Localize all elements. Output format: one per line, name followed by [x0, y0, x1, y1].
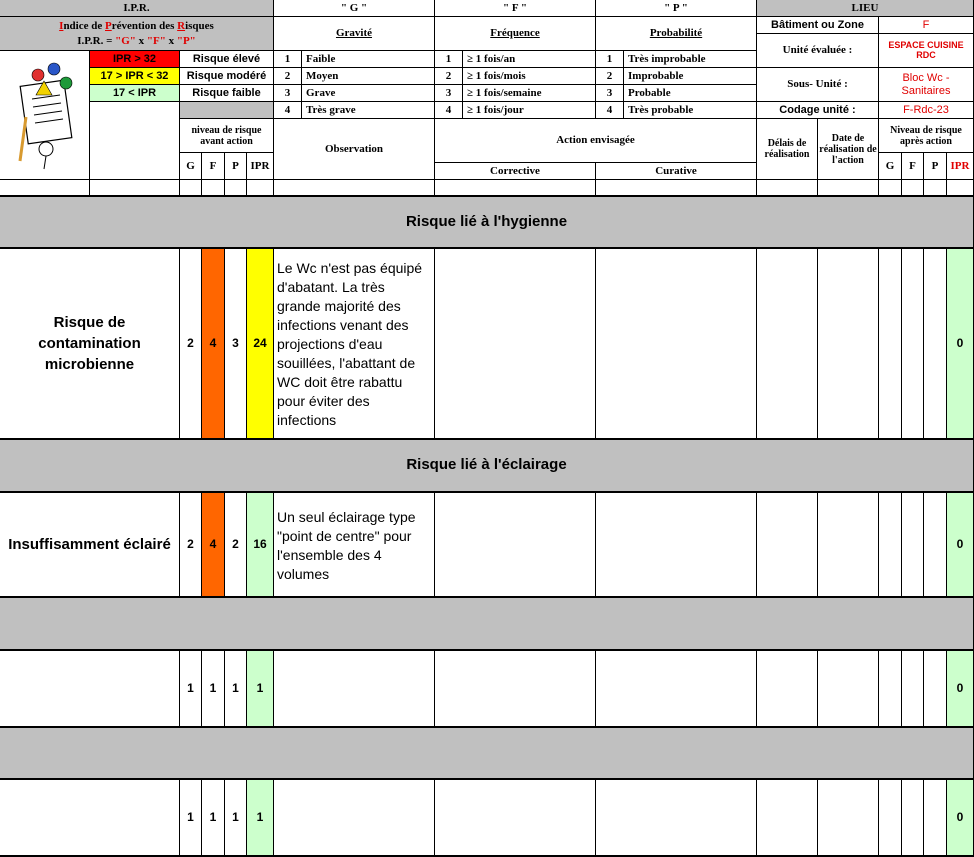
g-scale-num[interactable]: 3 [274, 85, 302, 102]
date-cell[interactable] [818, 780, 879, 857]
spacer-cell[interactable] [596, 180, 757, 197]
legend-label-high[interactable]: Risque élevé [180, 51, 274, 68]
f-scale-text[interactable]: ≥ 1 fois/jour [463, 102, 596, 119]
observation-header[interactable]: Observation [274, 119, 435, 180]
niveau-apres-header[interactable]: Niveau de risque après action [879, 119, 974, 153]
section-title-blank[interactable] [0, 598, 974, 651]
gravite-label[interactable]: Gravité [274, 17, 435, 51]
section-title-blank[interactable] [0, 728, 974, 780]
legend-label-low[interactable]: Risque faible [180, 85, 274, 102]
g-scale-text[interactable]: Grave [302, 85, 435, 102]
spacer-cell[interactable] [924, 180, 947, 197]
frequence-label[interactable]: Fréquence [435, 17, 596, 51]
legend-range-high[interactable]: IPR > 32 [90, 51, 180, 68]
observation-text[interactable] [274, 651, 435, 728]
observation-text[interactable]: Un seul éclairage type "point de centre" pour l'ensemble des 4 volumes [274, 493, 435, 598]
risk-name[interactable] [0, 651, 180, 728]
legend-label-medium[interactable]: Risque modéré [180, 68, 274, 85]
col-f-after[interactable]: F [902, 153, 924, 180]
sous-unite-label[interactable]: Sous- Unité : [757, 68, 879, 102]
probabilite-label[interactable]: Probabilité [596, 17, 757, 51]
g-scale-text[interactable]: Moyen [302, 68, 435, 85]
g-scale-num[interactable]: 1 [274, 51, 302, 68]
risk-g-before[interactable]: 2 [180, 249, 202, 440]
risk-ipr-after[interactable]: 0 [947, 780, 974, 857]
col-f-before[interactable]: F [202, 153, 225, 180]
f-after-cell[interactable] [902, 493, 924, 598]
f-scale-num[interactable]: 2 [435, 68, 463, 85]
p-scale-text[interactable]: Très improbable [624, 51, 757, 68]
p-scale-num[interactable]: 3 [596, 85, 624, 102]
sous-unite-value[interactable]: Bloc Wc - Sanitaires [879, 68, 974, 102]
risk-ipr-after[interactable]: 0 [947, 651, 974, 728]
risk-name[interactable] [0, 780, 180, 857]
curative-action-cell[interactable] [596, 493, 757, 598]
f-after-cell[interactable] [902, 780, 924, 857]
risk-g-before[interactable]: 1 [180, 780, 202, 857]
lieu-title[interactable]: LIEU [757, 0, 974, 17]
p-scale-text[interactable]: Improbable [624, 68, 757, 85]
f-scale-num[interactable]: 4 [435, 102, 463, 119]
legend-blank-cell[interactable] [180, 102, 274, 119]
spacer-cell[interactable] [435, 180, 596, 197]
spacer-cell[interactable] [247, 180, 274, 197]
spacer-cell[interactable] [757, 180, 818, 197]
p-after-cell[interactable] [924, 493, 947, 598]
legend-range-low[interactable]: 17 < IPR [90, 85, 180, 102]
p-after-cell[interactable] [924, 780, 947, 857]
section-title-hygiene[interactable]: Risque lié à l'hygienne [0, 197, 974, 249]
curative-action-cell[interactable] [596, 249, 757, 440]
unite-label[interactable]: Unité évaluée : [757, 34, 879, 68]
date-cell[interactable] [818, 249, 879, 440]
gravite-title[interactable]: " G " [274, 0, 435, 17]
risk-ipr-before[interactable]: 16 [247, 493, 274, 598]
corrective-action-cell[interactable] [435, 651, 596, 728]
g-scale-num[interactable]: 4 [274, 102, 302, 119]
delais-cell[interactable] [757, 651, 818, 728]
risk-ipr-before[interactable]: 1 [247, 651, 274, 728]
observation-text[interactable] [274, 780, 435, 857]
codage-label[interactable]: Codage unité : [757, 102, 879, 119]
date-header[interactable]: Date de réalisation de l'action [818, 119, 879, 180]
batiment-label[interactable]: Bâtiment ou Zone [757, 17, 879, 34]
col-p-before[interactable]: P [225, 153, 247, 180]
risk-f-before[interactable]: 1 [202, 651, 225, 728]
p-scale-num[interactable]: 2 [596, 68, 624, 85]
risk-p-before[interactable]: 1 [225, 651, 247, 728]
date-cell[interactable] [818, 493, 879, 598]
action-header[interactable]: Action envisagée [435, 119, 757, 163]
spacer-cell[interactable] [902, 180, 924, 197]
curative-action-cell[interactable] [596, 651, 757, 728]
g-scale-num[interactable]: 2 [274, 68, 302, 85]
f-scale-num[interactable]: 1 [435, 51, 463, 68]
date-cell[interactable] [818, 651, 879, 728]
g-after-cell[interactable] [879, 780, 902, 857]
unite-value[interactable]: ESPACE CUISINE RDC [879, 34, 974, 68]
legend-range-medium[interactable]: 17 > IPR < 32 [90, 68, 180, 85]
risk-p-before[interactable]: 3 [225, 249, 247, 440]
spacer-cell[interactable] [0, 180, 90, 197]
risk-g-before[interactable]: 2 [180, 493, 202, 598]
codage-value[interactable]: F-Rdc-23 [879, 102, 974, 119]
delais-header[interactable]: Délais de réalisation [757, 119, 818, 180]
col-ipr-before[interactable]: IPR [247, 153, 274, 180]
spacer-cell[interactable] [202, 180, 225, 197]
risk-ipr-after[interactable]: 0 [947, 249, 974, 440]
safety-clipart-icon [8, 57, 82, 173]
spacer-cell[interactable] [818, 180, 879, 197]
ipr-description[interactable]: Indice de Prévention des Risques I.P.R. = "G" x "F" x "P" [0, 17, 274, 51]
delais-cell[interactable] [757, 780, 818, 857]
p-scale-num[interactable]: 4 [596, 102, 624, 119]
observation-text[interactable]: Le Wc n'est pas équipé d'abatant. La très grande majorité des infections venant des projections d'eau souillées, l'abattant de WC doit être rabattu pour éviter des infections [274, 249, 435, 440]
spacer-cell[interactable] [180, 180, 202, 197]
corrective-action-cell[interactable] [435, 493, 596, 598]
f-scale-text[interactable]: ≥ 1 fois/mois [463, 68, 596, 85]
risk-p-before[interactable]: 1 [225, 780, 247, 857]
corrective-action-cell[interactable] [435, 780, 596, 857]
p-scale-text[interactable]: Probable [624, 85, 757, 102]
ipr-title[interactable]: I.P.R. [0, 0, 274, 17]
risk-ipr-after[interactable]: 0 [947, 493, 974, 598]
corrective-action-cell[interactable] [435, 249, 596, 440]
delais-cell[interactable] [757, 493, 818, 598]
p-after-cell[interactable] [924, 651, 947, 728]
g-after-cell[interactable] [879, 651, 902, 728]
f-scale-num[interactable]: 3 [435, 85, 463, 102]
p-scale-num[interactable]: 1 [596, 51, 624, 68]
delais-cell[interactable] [757, 249, 818, 440]
section-title-eclairage[interactable]: Risque lié à l'éclairage [0, 440, 974, 493]
g-scale-text[interactable]: Très grave [302, 102, 435, 119]
clipart-cell [0, 51, 90, 180]
col-p-after[interactable]: P [924, 153, 947, 180]
p-after-cell[interactable] [924, 249, 947, 440]
g-scale-text[interactable]: Faible [302, 51, 435, 68]
niveau-avant-header[interactable]: niveau de risque avant action [180, 119, 274, 153]
col-g-before[interactable]: G [180, 153, 202, 180]
blank-cell[interactable] [90, 102, 180, 180]
risk-ipr-before[interactable]: 1 [247, 780, 274, 857]
risk-f-before[interactable]: 1 [202, 780, 225, 857]
f-after-cell[interactable] [902, 651, 924, 728]
f-scale-text[interactable]: ≥ 1 fois/semaine [463, 85, 596, 102]
spacer-cell[interactable] [879, 180, 902, 197]
spacer-cell[interactable] [225, 180, 247, 197]
risk-p-before[interactable]: 2 [225, 493, 247, 598]
probabilite-title[interactable]: " P " [596, 0, 757, 17]
risk-f-before[interactable]: 4 [202, 249, 225, 440]
col-ipr-after[interactable]: IPR [947, 153, 974, 180]
g-after-cell[interactable] [879, 249, 902, 440]
f-after-cell[interactable] [902, 249, 924, 440]
batiment-value[interactable]: F [879, 17, 974, 34]
risk-g-before[interactable]: 1 [180, 651, 202, 728]
spacer-cell[interactable] [90, 180, 180, 197]
spacer-cell[interactable] [947, 180, 974, 197]
col-g-after[interactable]: G [879, 153, 902, 180]
risk-name[interactable]: Risque de contamination microbienne [0, 249, 180, 440]
curative-header[interactable]: Curative [596, 163, 757, 180]
risk-ipr-before[interactable]: 24 [247, 249, 274, 440]
curative-action-cell[interactable] [596, 780, 757, 857]
spacer-cell[interactable] [274, 180, 435, 197]
g-after-cell[interactable] [879, 493, 902, 598]
p-scale-text[interactable]: Très probable [624, 102, 757, 119]
corrective-header[interactable]: Corrective [435, 163, 596, 180]
risk-name[interactable]: Insuffisamment éclairé [0, 493, 180, 598]
f-scale-text[interactable]: ≥ 1 fois/an [463, 51, 596, 68]
risk-f-before[interactable]: 4 [202, 493, 225, 598]
frequence-title[interactable]: " F " [435, 0, 596, 17]
